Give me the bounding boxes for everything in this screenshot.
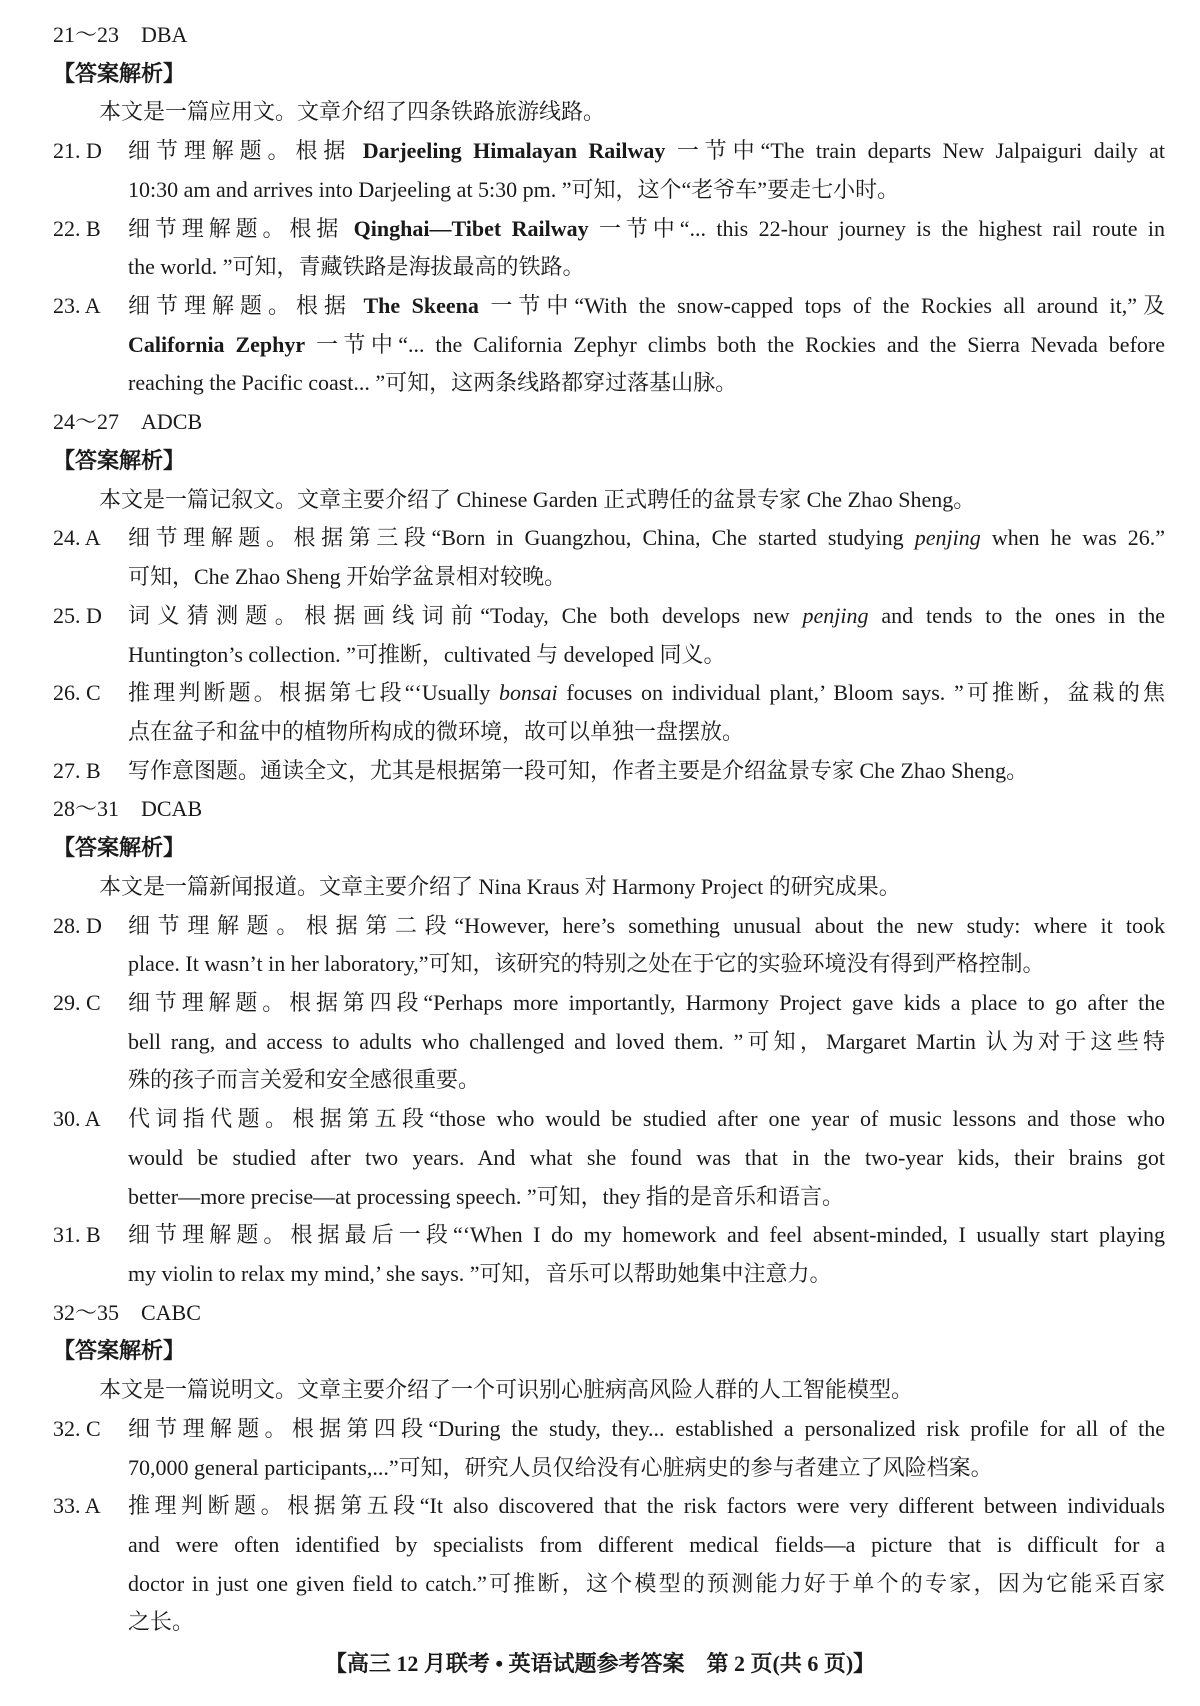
text-segment: 细节理解题。根据第二段“However, here’s something unusual about the new study: where it took: [128, 912, 1165, 938]
answer-explanation-line: [53, 1178, 1165, 1217]
text-segment: 可知，Che Zhao Sheng 开始学盆景相对较晚。: [128, 564, 567, 590]
text-segment: 细节理解题。根据: [128, 215, 354, 241]
bold-title: Qinghai—Tibet Railway: [353, 215, 589, 241]
text-segment: 一节中“The train departs New Jalpaiguri daily at: [665, 138, 1165, 164]
answer-explanation-line: [53, 1410, 1165, 1449]
text-segment: would be studied after two years. And what she found was that in the two-year kids, their brains got: [128, 1144, 1165, 1170]
answer-explanation-line: [53, 326, 1165, 365]
question-number: 24. A: [53, 525, 101, 551]
text-segment: 殊的孩子而言关爱和安全感很重要。: [128, 1067, 481, 1093]
question-number: 23. A: [53, 293, 101, 319]
text-segment: Huntington’s collection. ”可推断，cultivated 与 developed 同义。: [128, 641, 726, 667]
text-segment: 推理判断题。根据第五段“It also discovered that the risk factors were very different between individuals: [128, 1493, 1165, 1519]
explanation-text: [128, 132, 1165, 171]
page-footer: 【高三 12 月联考 • 英语试题参考答案 第 2 页(共 6 页)】: [324, 1651, 876, 1676]
answer-explanation-line: [53, 1061, 1165, 1100]
line-text: 24～27 ADCB: [53, 409, 203, 435]
question-number: 33. A: [53, 1493, 101, 1519]
section-heading: [53, 1332, 1165, 1371]
answer-explanation-line: [53, 248, 1165, 287]
answer-explanation-line: [53, 1487, 1165, 1526]
text-segment: 细节理解题。根据最后一段“‘When I do my homework and feel absent-minded, I usually start playing: [128, 1222, 1165, 1248]
answer-document: [53, 16, 1165, 1642]
bold-title: California Zephyr: [128, 331, 306, 357]
question-number: 28. D: [53, 912, 102, 938]
question-number: 22. B: [53, 215, 101, 241]
line-text: 28～31 DCAB: [53, 796, 203, 822]
line-text: 本文是一篇应用文。文章介绍了四条铁路旅游线路。: [99, 99, 606, 125]
text-segment: bell rang, and access to adults who challenged and loved them. ”可知，Margaret Martin 认为对于这些特: [128, 1028, 1165, 1054]
answer-key-line: [53, 16, 1165, 55]
line-text: 【答案解析】: [53, 60, 186, 86]
line-text: 本文是一篇新闻报道。文章主要介绍了 Nina Kraus 对 Harmony Project 的研究成果。: [99, 873, 901, 899]
explanation-text: [128, 984, 1165, 1023]
answer-explanation-line: [53, 597, 1165, 636]
explanation-text: [128, 597, 1165, 636]
italic-term: bonsai: [498, 680, 558, 706]
text-segment: 之长。: [128, 1609, 195, 1635]
explanation-text: [128, 752, 1165, 791]
bold-title: The Skeena: [363, 293, 479, 319]
text-segment: 细节理解题。根据: [128, 138, 363, 164]
text-segment: when he was 26.”: [980, 525, 1165, 551]
section-heading: [53, 829, 1165, 868]
answer-explanation-line: [53, 1565, 1165, 1604]
explanation-text: [128, 519, 1165, 558]
text-segment: 70,000 general participants,...”可知，研究人员仅给没有心脏病史的参与者建立了风险档案。: [128, 1454, 993, 1480]
explanation-text: [128, 1449, 1165, 1488]
italic-term: penjing: [914, 525, 981, 551]
explanation-text: [128, 1139, 1165, 1178]
explanation-text: [128, 364, 1165, 403]
question-number: 30. A: [53, 1106, 101, 1132]
text-segment: the world. ”可知，青藏铁路是海拔最高的铁路。: [128, 254, 585, 280]
answer-key-line: [53, 403, 1165, 442]
line-text: 【答案解析】: [53, 1338, 186, 1364]
section-heading: [53, 55, 1165, 94]
explanation-text: [128, 907, 1165, 946]
explanation-text: [128, 558, 1165, 597]
explanation-text: [128, 1023, 1165, 1062]
explanation-text: [128, 287, 1165, 326]
text-segment: 细节理解题。根据第四段“Perhaps more importantly, Harmony Project gave kids a place to go after the: [128, 989, 1165, 1015]
passage-summary: [53, 93, 1165, 132]
answer-explanation-line: [53, 674, 1165, 713]
text-segment: focuses on individual plant,’ Bloom says. ”可推断，盆栽的焦: [557, 680, 1165, 706]
explanation-text: [128, 1410, 1165, 1449]
answer-explanation-line: [53, 1526, 1165, 1565]
question-number: 25. D: [53, 602, 102, 628]
question-number: 31. B: [53, 1222, 101, 1248]
explanation-text: [128, 636, 1165, 675]
answer-explanation-line: [53, 210, 1165, 249]
text-segment: 细节理解题。根据第四段“During the study, they... established a personalized risk profile for all of the: [128, 1415, 1165, 1441]
answer-explanation-line: [53, 132, 1165, 171]
answer-explanation-line: [53, 907, 1165, 946]
answer-explanation-line: [53, 1023, 1165, 1062]
text-segment: reaching the Pacific coast... ”可知，这两条线路都穿过落基山脉。: [128, 370, 738, 396]
answer-key-line: [53, 790, 1165, 829]
answer-explanation-line: [53, 752, 1165, 791]
text-segment: 细节理解题。根据第三段“Born in Guangzhou, China, Che started studying: [128, 525, 915, 551]
section-heading: [53, 442, 1165, 481]
answer-explanation-line: [53, 287, 1165, 326]
text-segment: 一节中“With the snow-capped tops of the Rockies all around it,”及: [478, 293, 1165, 319]
line-text: 【答案解析】: [53, 835, 186, 861]
text-segment: 一节中“... the California Zephyr climbs both the Rockies and the Sierra Nevada before: [305, 331, 1165, 357]
explanation-text: [128, 1565, 1165, 1604]
explanation-text: [128, 171, 1165, 210]
explanation-text: [128, 1216, 1165, 1255]
text-segment: 一节中“... this 22-hour journey is the highest rail route in: [588, 215, 1165, 241]
text-segment: 词义猜测题。根据画线词前“Today, Che both develops new: [128, 602, 803, 628]
answer-explanation-line: [53, 519, 1165, 558]
text-segment: better—more precise—at processing speech. ”可知，they 指的是音乐和语言。: [128, 1183, 845, 1209]
question-number: 27. B: [53, 757, 101, 783]
text-segment: and were often identified by specialists from different medical fields—a picture that is difficult for a: [128, 1532, 1165, 1558]
text-segment: 细节理解题。根据: [128, 293, 364, 319]
question-number: 26. C: [53, 680, 101, 706]
answer-explanation-line: [53, 364, 1165, 403]
explanation-text: [128, 1100, 1165, 1139]
line-text: 本文是一篇记叙文。文章主要介绍了 Chinese Garden 正式聘任的盆景专家 Che Zhao Sheng。: [99, 486, 976, 512]
explanation-text: [128, 248, 1165, 287]
explanation-text: [128, 1061, 1165, 1100]
explanation-text: [128, 1526, 1165, 1565]
answer-explanation-line: [53, 1139, 1165, 1178]
question-number: 21. D: [53, 138, 102, 164]
answer-explanation-line: [53, 1449, 1165, 1488]
answer-explanation-line: [53, 1255, 1165, 1294]
answer-explanation-line: [53, 171, 1165, 210]
explanation-text: [128, 326, 1165, 365]
answer-explanation-line: [53, 1216, 1165, 1255]
text-segment: and tends to the ones in the: [868, 602, 1165, 628]
explanation-text: [128, 1255, 1165, 1294]
bold-title: Darjeeling Himalayan Railway: [362, 138, 666, 164]
line-text: 32～35 CABC: [53, 1299, 201, 1325]
text-segment: 写作意图题。通读全文，尤其是根据第一段可知，作者主要是介绍盆景专家 Che Zhao Sheng。: [128, 757, 1029, 783]
answer-explanation-line: [53, 636, 1165, 675]
explanation-text: [128, 210, 1165, 249]
passage-summary: [53, 481, 1165, 520]
answer-key-line: [53, 1294, 1165, 1333]
explanation-text: [128, 713, 1165, 752]
line-text: 本文是一篇说明文。文章主要介绍了一个可识别心脏病高风险人群的人工智能模型。: [99, 1377, 914, 1403]
passage-summary: [53, 868, 1165, 907]
answer-explanation-line: [53, 558, 1165, 597]
text-segment: 10:30 am and arrives into Darjeeling at 5:30 pm. ”可知，这个“老爷车”要走七小时。: [128, 176, 900, 202]
line-text: 【答案解析】: [53, 447, 186, 473]
question-number: 29. C: [53, 989, 101, 1015]
text-segment: 代词指代题。根据第五段“those who would be studied after one year of music lessons and those who: [128, 1106, 1165, 1132]
answer-explanation-line: [53, 1603, 1165, 1642]
explanation-text: [128, 1178, 1165, 1217]
italic-term: penjing: [802, 602, 869, 628]
explanation-text: [128, 945, 1165, 984]
passage-summary: [53, 1371, 1165, 1410]
answer-explanation-line: [53, 1100, 1165, 1139]
explanation-text: [128, 1487, 1165, 1526]
text-segment: place. It wasn’t in her laboratory,”可知，该研究的特别之处在于它的实验环境没有得到严格控制。: [128, 951, 1045, 977]
text-segment: my violin to relax my mind,’ she says. ”可知，音乐可以帮助她集中注意力。: [128, 1261, 832, 1286]
answer-explanation-line: [53, 984, 1165, 1023]
text-segment: 推理判断题。根据第七段“‘Usually: [128, 680, 499, 706]
explanation-text: [128, 1603, 1165, 1642]
answer-explanation-line: [53, 945, 1165, 984]
text-segment: doctor in just one given field to catch.”可推断，这个模型的预测能力好于单个的专家，因为它能采百家: [128, 1570, 1165, 1596]
question-number: 32. C: [53, 1415, 101, 1441]
text-segment: 点在盆子和盆中的植物所构成的微环境，故可以单独一盘摆放。: [128, 718, 745, 744]
explanation-text: [128, 674, 1165, 713]
line-text: 21～23 DBA: [53, 22, 188, 47]
answer-explanation-line: [53, 713, 1165, 752]
